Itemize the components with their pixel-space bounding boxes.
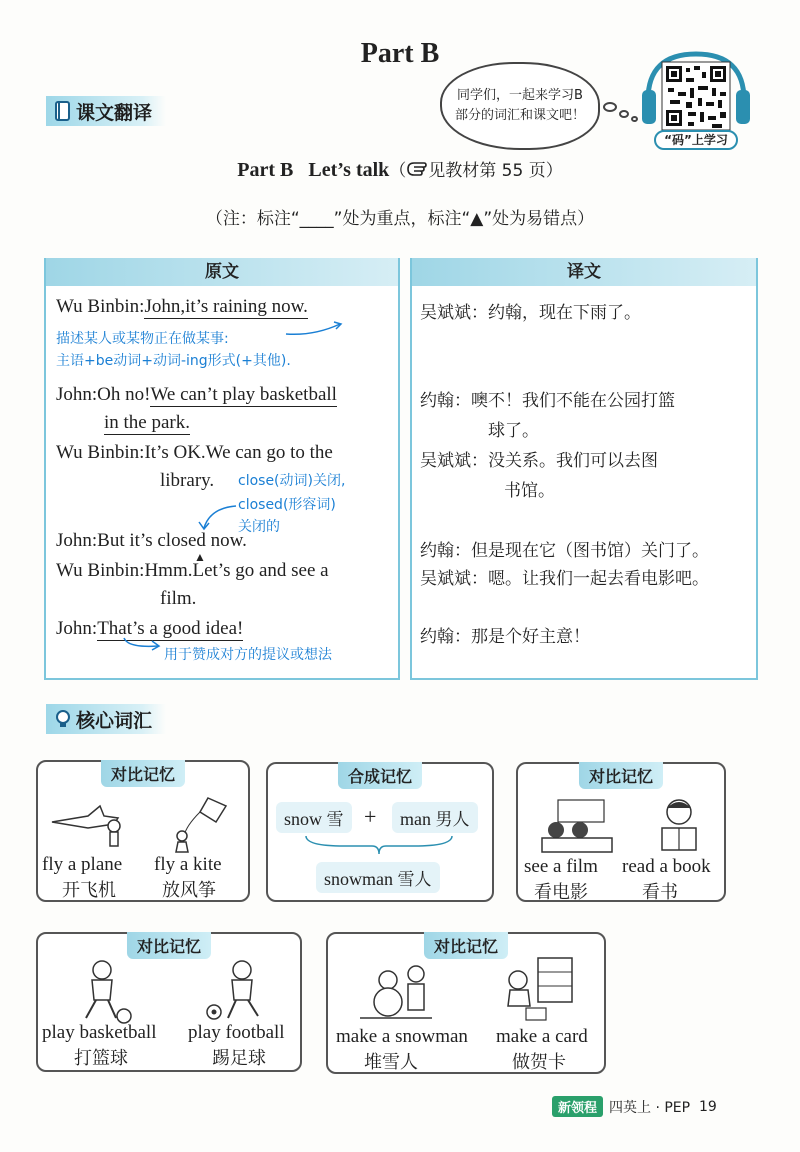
key-sentence: in the park.	[104, 412, 191, 433]
phrase-see-a-film: see a film	[524, 856, 598, 877]
textbook-reference: 见教材第 55 页	[428, 161, 546, 181]
sentence: Hmm.Let’s go and see a	[144, 560, 329, 581]
football-illustration	[204, 958, 274, 1026]
word-cn: 雪	[326, 810, 344, 830]
book-name: 四英上 · PEP	[609, 1099, 691, 1116]
phrase-play-basketball: play basketball	[42, 1022, 157, 1043]
pointing-hand-icon	[406, 160, 428, 178]
phrase-make-a-card: make a card	[496, 1026, 588, 1047]
card-title: 对比记忆	[127, 932, 211, 959]
translation-line-6: 约翰：那是个好主意！	[420, 627, 590, 647]
annotation-arrow	[122, 636, 162, 652]
line-1	[56, 296, 308, 318]
line-2	[56, 384, 337, 406]
ref-close: ）	[545, 161, 563, 181]
line-2b	[104, 412, 190, 434]
line-5b: film.	[160, 588, 197, 609]
word-snow	[276, 802, 352, 833]
speech-bubble	[440, 62, 600, 150]
page-footer	[552, 1096, 717, 1117]
snowman-illustration	[356, 958, 436, 1024]
qr-label: “码”上学习	[654, 130, 738, 150]
plane-illustration	[48, 798, 138, 850]
translation-line-4: 约翰：但是现在它（图书馆）关门了。	[420, 541, 709, 561]
vocab-card-fly	[36, 760, 250, 902]
translation-panel	[410, 258, 758, 680]
section-tag-vocab	[46, 704, 166, 734]
sentence: It’s OK.We can go to the	[144, 442, 333, 463]
speaker: Wu Binbin:	[56, 296, 145, 317]
word-man	[392, 802, 478, 833]
annotation-arrow	[284, 320, 344, 340]
word-en: man	[400, 809, 431, 829]
original-text-panel	[44, 258, 400, 680]
cinema-illustration	[528, 796, 618, 856]
talk-part: Part B	[237, 159, 294, 181]
line-3	[56, 442, 333, 464]
word-en: snowman	[324, 869, 393, 889]
word-cn: 男人	[435, 810, 470, 830]
warning-mark: ▲	[194, 550, 206, 564]
meaning-read-a-book: 看书	[642, 882, 678, 903]
talk-title: Let’s talk	[308, 159, 390, 181]
basketball-illustration	[66, 958, 136, 1026]
meaning-see-a-film: 看电影	[534, 882, 588, 903]
sentence: sed now.	[180, 530, 247, 551]
word-snowman	[316, 862, 440, 893]
meaning-play-football: 踢足球	[212, 1048, 266, 1069]
speaker: John:But it’s clo	[56, 530, 181, 551]
annotation-2a: close(动词)关闭,	[238, 473, 346, 489]
brand-logo: 新领程	[552, 1096, 603, 1117]
translation-line-5: 吴斌斌：嗯。让我们一起去看电影吧。	[420, 569, 709, 589]
annotation-1b: 主语+be动词+动词-ing形式(+其他).	[56, 353, 291, 369]
phrase-make-a-snowman: make a snowman	[336, 1026, 468, 1047]
line-3b: library.	[160, 470, 215, 491]
talk-heading	[0, 156, 800, 182]
meaning-make-a-snowman: 堆雪人	[364, 1052, 418, 1073]
translation-header: 译文	[412, 258, 756, 286]
vocab-card-snowman	[266, 762, 494, 902]
word-en: snow	[284, 809, 323, 829]
card-title: 合成记忆	[338, 762, 422, 789]
book-icon	[54, 100, 72, 122]
lightbulb-icon	[54, 708, 72, 730]
ref-open: （	[389, 161, 407, 181]
vocab-card-film	[516, 762, 726, 902]
page-title: Part B	[360, 38, 440, 69]
vocab-card-make	[326, 932, 606, 1074]
bubble-text: 同学们，一起来学习B部分的词汇和课文吧！	[454, 88, 585, 123]
original-header: 原文	[46, 258, 398, 286]
plus-sign: +	[364, 804, 377, 829]
speaker: John:Oh no!	[56, 384, 151, 405]
key-sentence: That’s a good idea!	[97, 618, 244, 639]
translation-line-2: 约翰：噢不！我们不能在公园打篮	[420, 391, 675, 411]
speaker: John:	[56, 618, 98, 639]
speaker: Wu Binbin:	[56, 560, 145, 581]
word-cn: 雪人	[397, 870, 432, 890]
annotation-3: 用于赞成对方的提议或想法	[164, 647, 332, 663]
page-number: 19	[699, 1098, 717, 1115]
section-title-vocab: 核心词汇	[76, 709, 153, 732]
key-sentence: We can’t play basketball	[150, 384, 337, 405]
card-title: 对比记忆	[579, 762, 663, 789]
phrase-play-football: play football	[188, 1022, 285, 1043]
translation-line-3: 吴斌斌：没关系。我们可以去图	[420, 451, 658, 471]
meaning-make-a-card: 做贺卡	[512, 1052, 566, 1073]
key-sentence: John,it’s raining now.	[144, 296, 308, 317]
phrase-fly-a-plane: fly a plane	[42, 854, 123, 875]
translation-line-2b: 球了。	[488, 421, 539, 441]
meaning-play-basketball: 打篮球	[74, 1048, 128, 1069]
line-5	[56, 560, 329, 582]
meaning-fly-a-kite: 放风筝	[162, 880, 216, 901]
speaker: Wu Binbin:	[56, 442, 145, 463]
vocab-card-ball	[36, 932, 302, 1072]
annotation-2c: 关闭的	[238, 519, 280, 535]
note-text: （注：标注“____”处为重点，标注“▲”处为易错点）	[205, 209, 595, 229]
line-4	[56, 530, 247, 552]
meaning-fly-a-plane: 开飞机	[62, 880, 116, 901]
card-title: 对比记忆	[424, 932, 508, 959]
phrase-fly-a-kite: fly a kite	[154, 854, 222, 875]
kite-illustration	[164, 796, 234, 854]
section-title-translation: 课文翻译	[76, 101, 153, 124]
annotation-arrow	[196, 502, 240, 532]
phrase-read-a-book: read a book	[622, 856, 711, 877]
card-title: 对比记忆	[101, 760, 185, 787]
making-card-illustration	[496, 956, 576, 1024]
brace-icon	[304, 834, 454, 856]
translation-line-1: 吴斌斌：约翰，现在下雨了。	[420, 303, 641, 323]
section-tag-translation	[46, 96, 166, 126]
translation-line-3b: 书馆。	[504, 481, 555, 501]
reading-boy-illustration	[646, 796, 712, 856]
annotation-1a: 描述某人或某物正在做某事:	[56, 331, 229, 347]
annotation-2b: closed(形容词)	[238, 497, 336, 513]
